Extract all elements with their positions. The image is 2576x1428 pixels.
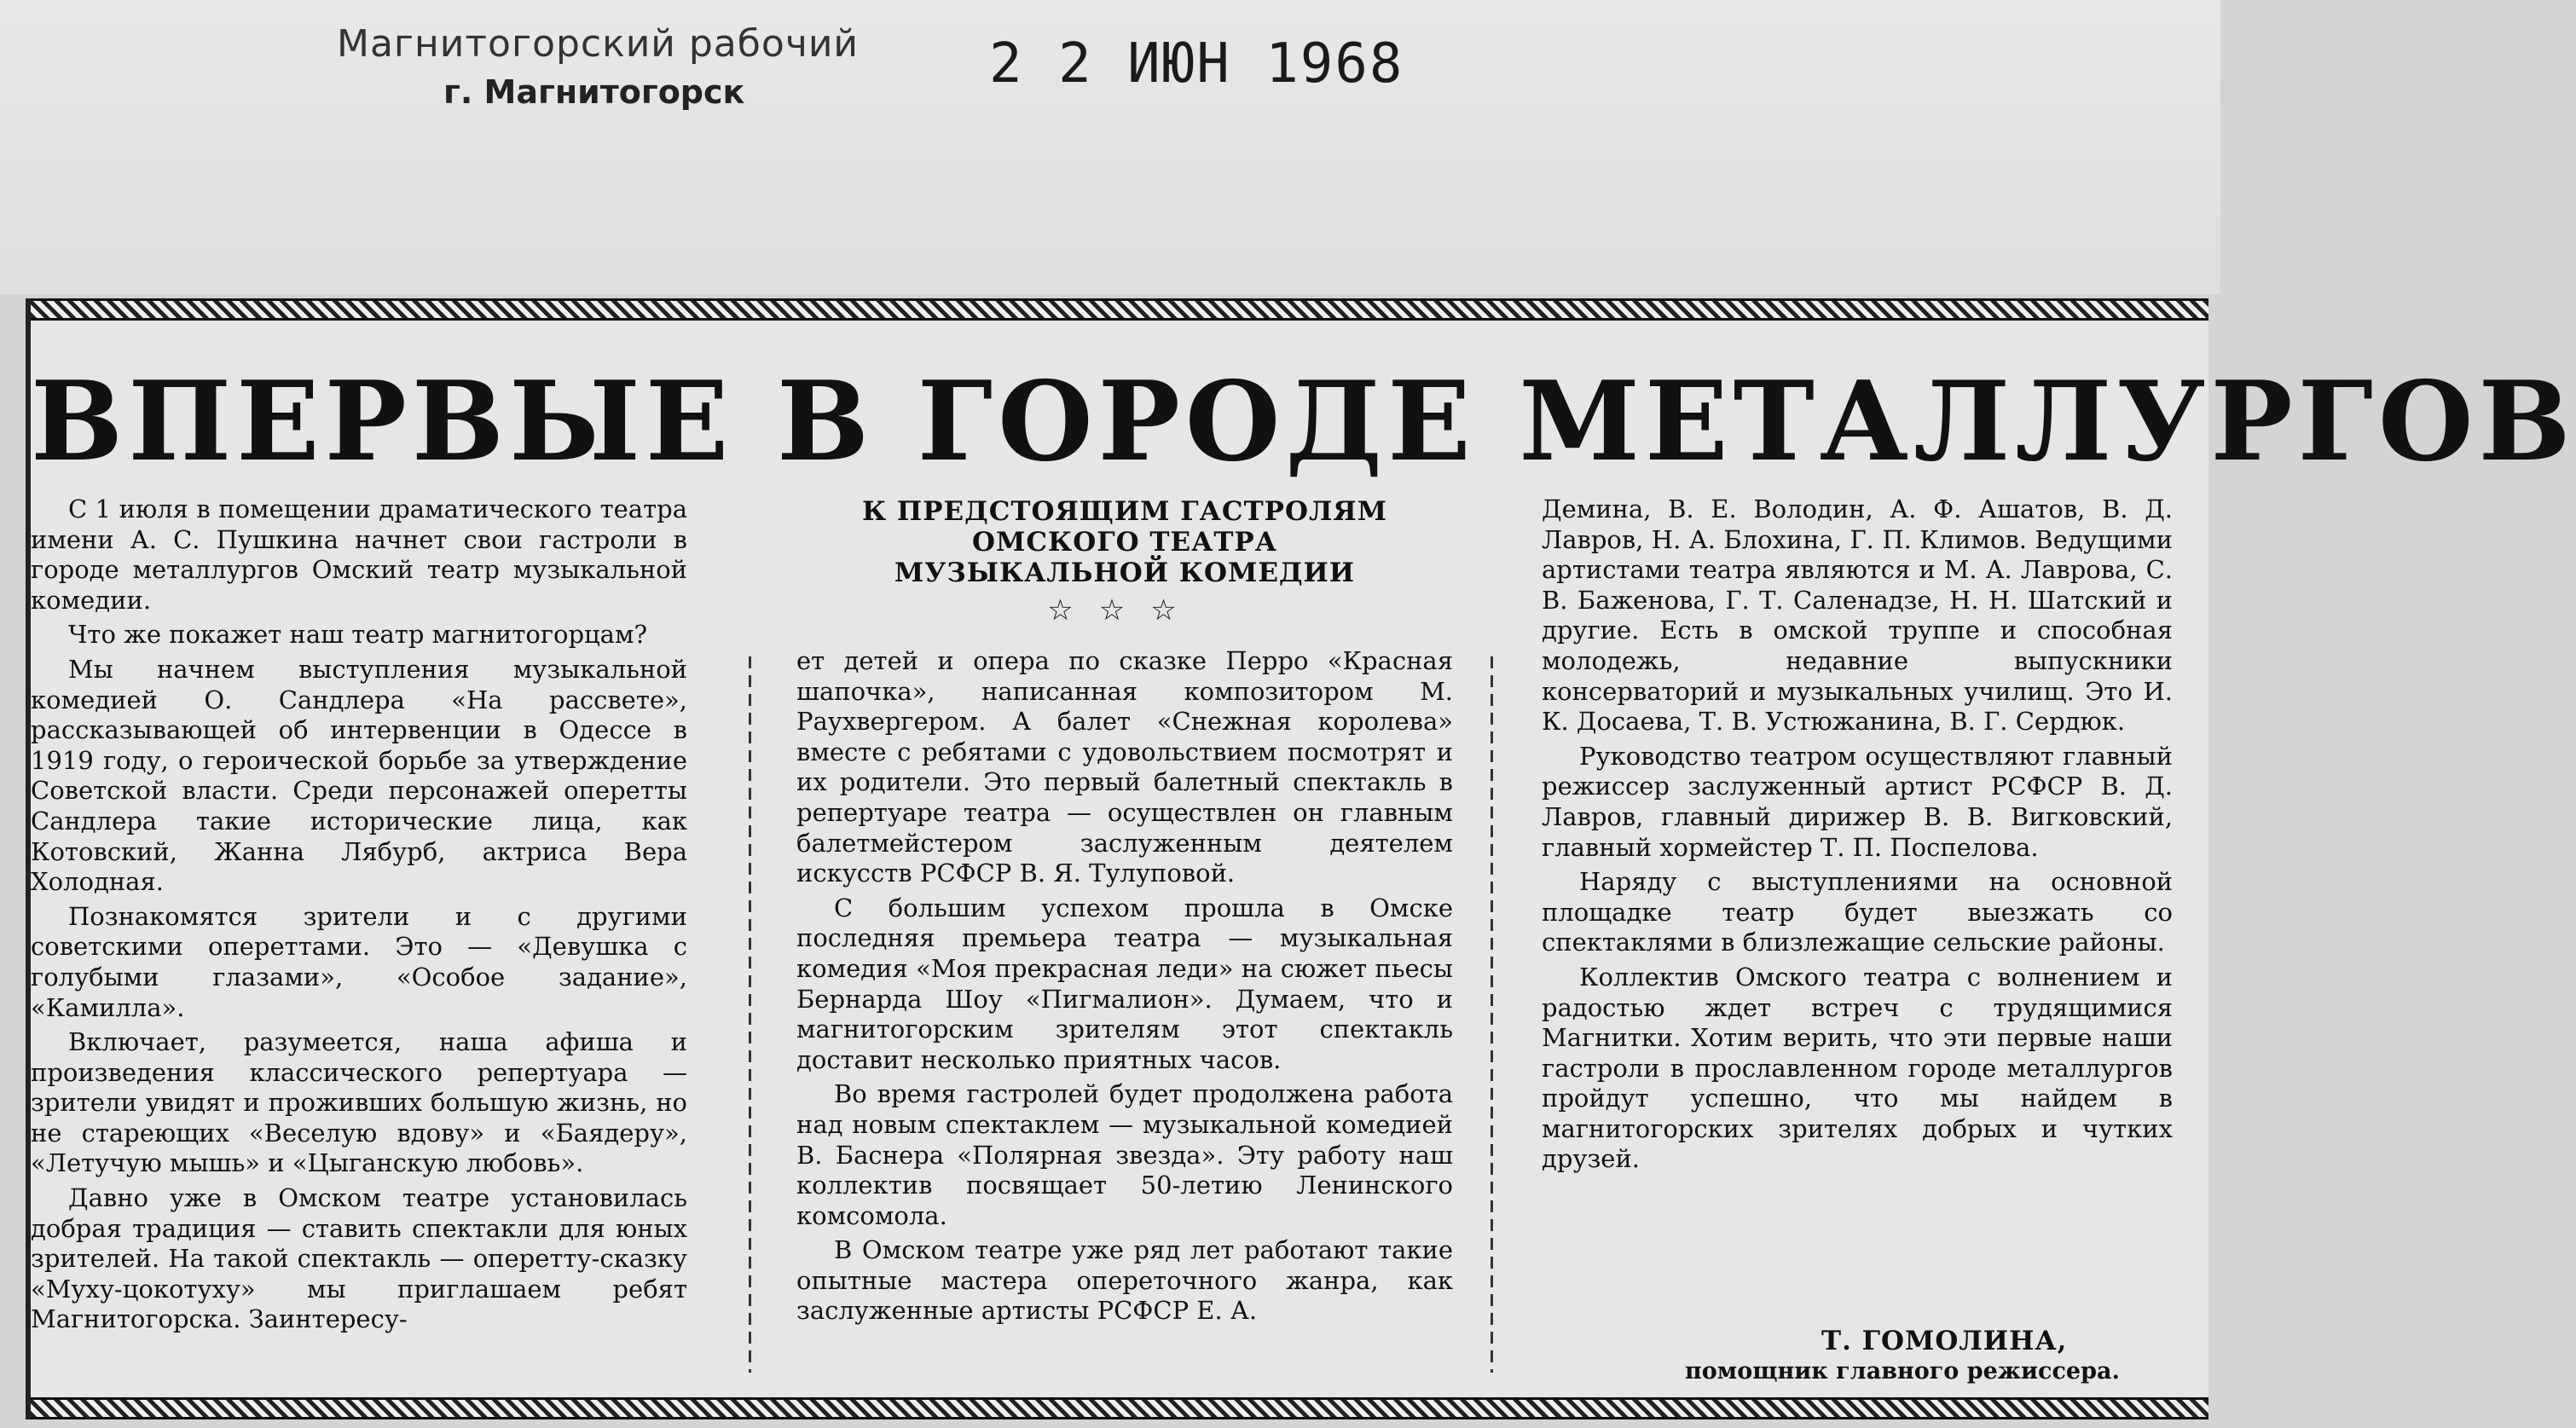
article-column-3 xyxy=(1542,494,2173,1179)
source-stamp: Магнитогорский рабочий xyxy=(337,22,860,66)
paragraph: Руководство театром осуществляют главный режиссер заслуженный артист РСФСР В. Д. Лавров, главный дирижер В. В. Вигковский, главный хормейстер Т. П. Поспелова. xyxy=(1542,741,2173,862)
newspaper-clipping xyxy=(26,298,2576,1419)
paragraph: Мы начнем выступления музыкальной комедией О. Сандлера «На рассвете», рассказывающей об интервенции в Одессе в 1919 году, о героической борьбе за утверждение Советской власти. Среди персонажей оперетты Сандлера такие исторические лица, как Котовский, Жанна Лябурб, актриса Вера Холодная. xyxy=(31,654,687,897)
subheading-line: ОМСКОГО ТЕАТРА xyxy=(972,527,1277,558)
paragraph: Во время гастролей будет продолжена работа над новым спектаклем — музыкальной комедией В. Баснера «Полярная звезда». Эту работу наш коллектив посвящает 50-летию Ленинского комсомола. xyxy=(796,1079,1453,1230)
paragraph: Включает, разумеется, наша афиша и произведения классического репертуара — зрители увидят и проживших большую жизнь, но не стареющих «Веселую вдову» и «Баядеру», «Летучую мышь» и «Цыганскую любовь». xyxy=(31,1027,687,1178)
author-name: Т. ГОМОЛИНА, xyxy=(1821,1326,2068,1356)
date-stamp: 2 2 ИЮН 1968 xyxy=(989,32,1404,95)
clipping-header-area xyxy=(0,0,2220,294)
paragraph: Наряду с выступлениями на основной площадке театр будет выезжать со спектаклями в близлежащие сельские районы. xyxy=(1542,867,2173,957)
paragraph: Демина, В. Е. Володин, А. Ф. Ашатов, В. Д. Лавров, Н. А. Блохина, Г. П. Климов. Ведущими артистами театра являются и М. А. Лаврова, С. В. Баженова, Г. Т. Саленадзе, Н. Н. Шатский и другие. Есть в омской труппе и способная молодежь, недавние выпускники консерваторий и музыкальных училищ. Это И. К. Досаева, Т. В. Устюжанина, В. Г. Сердюк. xyxy=(1542,494,2173,737)
headline: ВПЕРВЫЕ В ГОРОДЕ МЕТАЛЛУРГОВ xyxy=(31,358,2576,486)
paragraph: С 1 июля в помещении драматического театра имени А. С. Пушкина начнет свои гастроли в городе металлургов Омский театр музыкальной комедии. xyxy=(31,494,687,615)
article-column-1 xyxy=(31,494,687,1339)
paragraph: Что же покажет наш театр магнитогорцам? xyxy=(68,620,648,650)
city-stamp: г. Магнитогорск xyxy=(443,73,745,111)
column-divider xyxy=(1491,656,1493,1373)
star-ornament: ☆☆☆ xyxy=(1047,593,1202,627)
column-divider xyxy=(749,656,751,1373)
paragraph: ет детей и опера по сказке Перро «Красная шапочка», написанная композитором М. Раухвергером. А балет «Снежная королева» вместе с ребятами с удовольствием посмотрят и их родители. Это первый балетный спектакль в репертуаре театра — осуществлен он главным балетмейстером заслуженным деятелем искусств РСФСР В. Я. Тулуповой. xyxy=(796,646,1453,888)
decorative-border-bottom xyxy=(31,1397,2208,1419)
paragraph: Давно уже в Омском театре установилась добрая традиция — ставить спектакли для юных зрителей. На такой спектакль — оперетту-сказку «Муху-цокотуху» мы приглашаем ребят Магнитогорска. Заинтересу- xyxy=(31,1183,687,1334)
paragraph: В Омском театре уже ряд лет работают такие опытные мастера опереточного жанра, как заслуженные артисты РСФСР Е. А. xyxy=(796,1235,1453,1326)
subheading xyxy=(796,496,1453,588)
article-column-2 xyxy=(796,646,1453,1331)
paragraph: Познакомятся зрители и с другими советскими опереттами. Это — «Девушка с голубыми глазами», «Особое задание», «Камилла». xyxy=(31,901,687,1022)
decorative-border-top xyxy=(31,298,2208,321)
author-role: помощник главного режиссера. xyxy=(1685,1358,2120,1385)
subheading-line: МУЗЫКАЛЬНОЙ КОМЕДИИ xyxy=(894,558,1356,588)
paragraph: Коллектив Омского театра с волнением и радостью ждет встреч с трудящимися Магнитки. Хотим верить, что эти первые наши гастроли в прославленном городе металлургов пройдут успешно, что мы найдем в магнитогорских зрителях добрых и чутких друзей. xyxy=(1542,962,2173,1174)
paragraph: С большим успехом прошла в Омске последняя премьера театра — музыкальная комедия «Моя прекрасная леди» на сюжет пьесы Бернарда Шоу «Пигмалион». Думаем, что и магнитогорским зрителям этот спектакль доставит несколько приятных часов. xyxy=(796,893,1453,1074)
subheading-line: К ПРЕДСТОЯЩИМ ГАСТРОЛЯМ xyxy=(861,496,1388,527)
